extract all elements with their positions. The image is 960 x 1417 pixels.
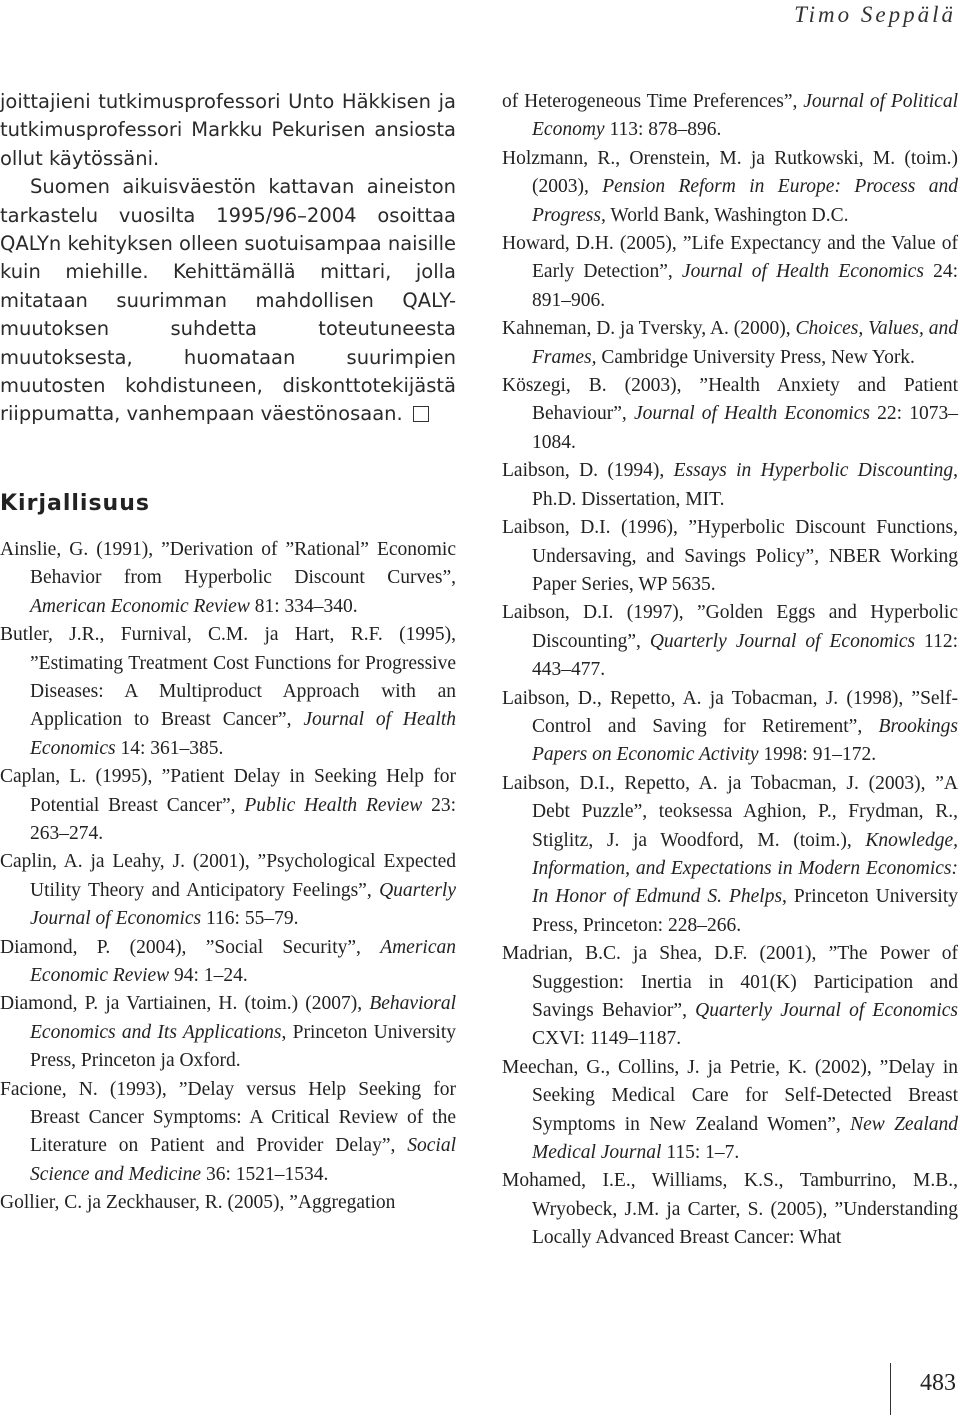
reference-post-text: 94: 1–24. <box>169 964 248 986</box>
reference-entry <box>502 770 958 940</box>
reference-post-text: 14: 361–385. <box>115 737 224 759</box>
reference-entry <box>502 457 958 514</box>
reference-entry <box>502 145 958 230</box>
reference-post-text: , Princeton University Press, Princeton ja Oxford. <box>30 1021 456 1072</box>
reference-entry <box>502 940 958 1054</box>
reference-entry <box>502 372 958 457</box>
reference-entry <box>502 88 958 145</box>
reference-entry <box>502 599 958 684</box>
reference-post-text: Cambridge University Press, New York. <box>596 346 915 368</box>
reference-title-italic: Quarterly Journal of Economics <box>695 1000 958 1021</box>
reference-pre-text: Kahneman, D. ja Tversky, A. (2000), <box>502 318 796 340</box>
reference-title-italic: Quarterly Journal of Economics <box>649 630 916 652</box>
reference-title-italic: Journal of Health Economics <box>30 709 456 759</box>
body-paragraph-with-end-mark <box>0 173 456 429</box>
reference-post-text: World Bank, Washington D.C. <box>605 204 849 226</box>
reference-title-italic: Knowledge, Information, and Expectations in Modern Economics: In Honor of Edmund S. Phelps <box>532 829 958 908</box>
reference-pre-text: Howard, D.H. (2005), ”Life Expectancy and the Value of Early Detection”, <box>502 233 958 283</box>
reference-title-italic: New Zealand Medical Journal <box>532 1113 959 1164</box>
reference-title-italic: Quarterly Journal of Economics <box>30 879 456 930</box>
reference-entry <box>0 1076 456 1190</box>
reference-pre-text: Caplin, A. ja Leahy, J. (2001), ”Psychological Expected Utility Theory and Anticipatory Feelings”, <box>0 851 456 901</box>
reference-title-italic: Brookings Papers on Economic Activity <box>532 715 958 766</box>
reference-post-text: 115: 1–7. <box>661 1142 740 1164</box>
reference-entry <box>0 934 456 991</box>
reference-title-italic: American Economic Review <box>30 595 250 617</box>
right-column <box>502 88 958 1253</box>
reference-post-text: 24: 891–906. <box>532 261 959 311</box>
reference-pre-text: of Heterogeneous Time Preferences”, <box>502 91 804 112</box>
running-head: Timo Seppälä <box>794 2 956 27</box>
reference-entry <box>0 848 456 933</box>
reference-pre-text: Holzmann, R., Orenstein, M. ja Rutkowski, M. (toim.) (2003), <box>502 147 958 198</box>
reference-title-italic: Journal of Political Economy <box>532 91 959 141</box>
reference-entry <box>502 315 958 372</box>
body-paragraph: joittajieni tutkimusprofessori Unto Häkkisen ja tutkimusprofessori Markku Pekurisen ansiosta ollut käytössäni. <box>0 90 456 170</box>
reference-pre-text: Laibson, D.I. (1996), ”Hyperbolic Discount Functions, Undersaving, and Savings Policy”, NBER Working Paper Series, WP 5635. <box>502 517 958 595</box>
reference-entry <box>502 514 958 599</box>
reference-entry <box>0 621 456 763</box>
reference-title-italic: Essays in Hyperbolic Discounting <box>673 460 954 482</box>
reference-post-text: 112: 443–477. <box>532 630 959 681</box>
reference-pre-text: Madrian, B.C. ja Shea, D.F. (2001), ”The Power of Suggestion: Inertia in 401(K) Participation and Savings Behavior”, <box>502 943 958 1021</box>
reference-post-text: CXVI: 1149–1187. <box>532 1028 682 1050</box>
reference-title-italic: Public Health Review <box>244 794 423 816</box>
reference-pre-text: Mohamed, I.E., Williams, K.S., Tamburrino, M.B., Wryobeck, J.M. ja Carter, S. (2005), ”Understanding Locally Advanced Breast Cancer: What <box>502 1170 958 1249</box>
reference-pre-text: Gollier, C. ja Zeckhauser, R. (2005), ”Aggregation <box>0 1192 396 1214</box>
reference-pre-text: Laibson, D. (1994), <box>502 460 674 482</box>
reference-pre-text: Diamond, P. (2004), ”Social Security”, <box>0 936 381 958</box>
reference-entry <box>0 1189 456 1217</box>
reference-pre-text: Laibson, D.I., Repetto, A. ja Tobacman, J. (2003), ”A Debt Puzzle”, teoksessa Aghion, P., Frydman, R., Stiglitz, J. ja Woodford, M. (toim.), <box>502 772 958 851</box>
reference-post-text: 113: 878–896. <box>604 119 722 141</box>
reference-pre-text: Meechan, G., Collins, J. ja Petrie, K. (2002), ”Delay in Seeking Medical Care for Self-Detected Breast Symptoms in New Zealand Women”, <box>502 1056 958 1135</box>
reference-title-italic: American Economic Review <box>30 936 456 986</box>
reference-post-text: , Ph.D. Dissertation, MIT. <box>532 460 958 510</box>
reference-pre-text: Diamond, P. ja Vartiainen, H. (toim.) (2007), <box>0 993 370 1015</box>
reference-title-italic: Social Science and Medicine <box>30 1135 456 1185</box>
reference-entry <box>502 685 958 770</box>
body-paragraph-text: Suomen aikuisväestön kattavan aineiston tarkastelu vuosilta 1995/96–2004 osoittaa QALYn kehityksen olleen suotuisampaa naisille kuin miehille. Kehittämällä mittari, jolla mitataan suurimman mahdollisen QALY-muutoksen suhdetta toteutuneesta muutoksesta, huomataan suurimpien muutosten kohdistuneen, diskonttotekijästä riippumatta, vanhempaan väestönosaan. <box>0 175 456 426</box>
reference-post-text: 116: 55–79. <box>201 908 299 930</box>
reference-title-italic: Behavioral Economics and Its Applications <box>30 993 456 1043</box>
reference-title-italic: Pension Reform in Europe: Process and Progress, <box>532 176 958 226</box>
reference-entry <box>502 230 958 315</box>
reference-entry <box>0 763 456 848</box>
reference-post-text: 22: 1073–1084. <box>532 403 959 453</box>
reference-pre-text: Facione, N. (1993), ”Delay versus Help Seeking for Breast Cancer Symptoms: A Critical Review of the Literature on Patient and Provider Delay”, <box>0 1078 456 1157</box>
reference-title-italic: Journal of Health Economics <box>681 261 924 283</box>
reference-entry <box>0 536 456 621</box>
reference-post-text: 1998: 91–172. <box>758 744 877 766</box>
page-number: 483 <box>920 1370 956 1396</box>
reference-pre-text: Ainslie, G. (1991), ”Derivation of ”Rational” Economic Behavior from Hyperbolic Discount Curves”, <box>0 538 456 589</box>
reference-title-italic: Journal of Health Economics <box>633 403 870 425</box>
reference-post-text: , Princeton University Press, Princeton: 228–266. <box>532 886 958 936</box>
reference-entry <box>0 990 456 1075</box>
reference-pre-text: Laibson, D., Repetto, A. ja Tobacman, J. (1998), ”Self-Control and Saving for Retirement”, <box>502 687 958 737</box>
reference-pre-text: Laibson, D.I. (1997), ”Golden Eggs and Hyperbolic Discounting”, <box>502 602 958 652</box>
reference-post-text: 81: 334–340. <box>249 595 358 617</box>
page-number-rule <box>890 1363 891 1415</box>
reference-pre-text: Köszegi, B. (2003), ”Health Anxiety and Patient Behaviour”, <box>502 375 958 425</box>
reference-title-italic: Choices, Values, and Frames, <box>532 318 959 368</box>
reference-list-left <box>0 536 456 1218</box>
left-column <box>0 88 456 1218</box>
reference-post-text: 36: 1521–1534. <box>201 1163 329 1185</box>
reference-list-right <box>502 88 958 1253</box>
end-of-article-square-icon <box>413 406 429 422</box>
reference-pre-text: Caplan, L. (1995), ”Patient Delay in Seeking Help for Potential Breast Cancer”, <box>0 766 456 816</box>
reference-pre-text: Butler, J.R., Furnival, C.M. ja Hart, R.F. (1995), ”Estimating Treatment Cost Functions for Progressive Diseases: A Multiproduct Approach with an Application to Breast Cancer”, <box>0 624 456 731</box>
reference-entry <box>502 1054 958 1168</box>
reference-entry <box>502 1167 958 1252</box>
section-heading: Kirjallisuus <box>0 490 150 516</box>
reference-post-text: 23: 263–274. <box>30 794 457 844</box>
